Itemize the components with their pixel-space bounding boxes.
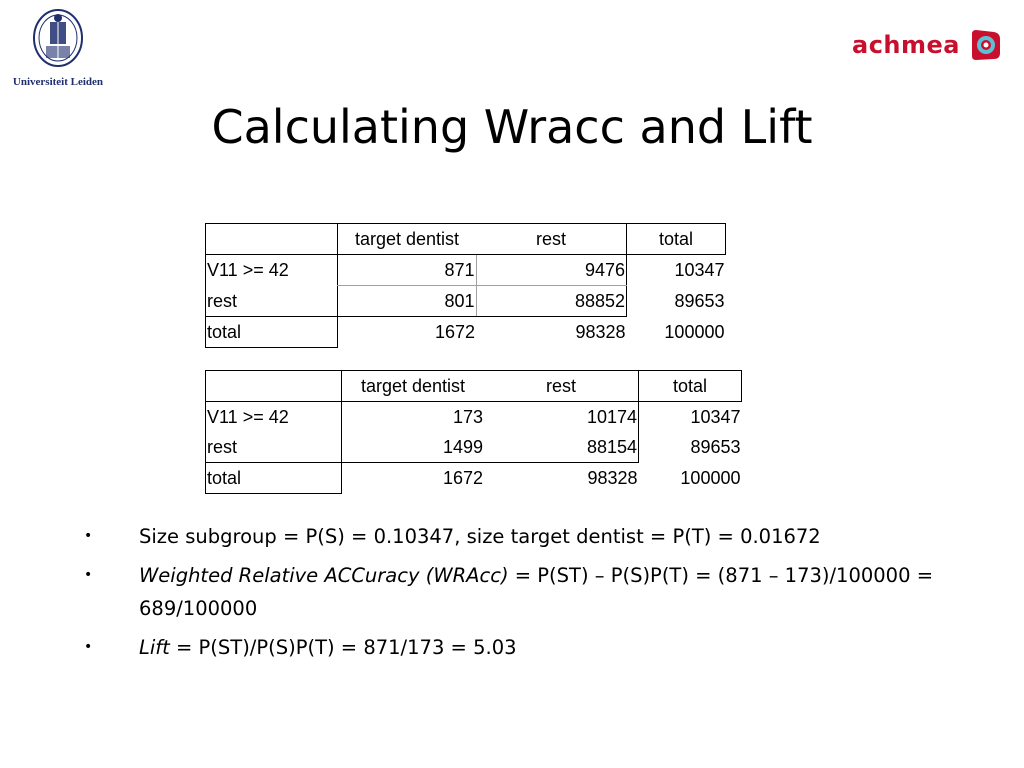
leiden-wordmark: Universiteit Leiden — [12, 76, 104, 88]
table-cell: 173 — [342, 402, 485, 433]
table-cell: 9476 — [476, 255, 627, 286]
table-cell: 88154 — [484, 432, 639, 463]
table-row — [206, 402, 742, 433]
bullet-dot-icon: • — [84, 639, 93, 655]
bullet-list — [84, 520, 944, 670]
contingency-table-2 — [205, 370, 742, 494]
contingency-table-1 — [205, 223, 726, 348]
header-cell: rest — [484, 371, 639, 402]
bullet-lift — [84, 631, 944, 664]
table-row — [206, 286, 726, 317]
bullet-dot-icon: • — [84, 567, 93, 583]
table-header-row — [206, 224, 726, 255]
leiden-logo — [8, 8, 108, 88]
empty-corner-cell — [206, 224, 338, 255]
bullet-wracc — [84, 559, 944, 625]
row-label: total — [206, 463, 342, 494]
table-cell: 1672 — [434, 322, 475, 343]
table-cell: 88852 — [476, 286, 627, 317]
header-cell: target dentist — [338, 224, 477, 255]
table-cell: 89653 — [674, 291, 725, 311]
table-cell: 10347 — [674, 260, 725, 281]
achmea-wordmark: achmea — [852, 31, 960, 59]
bullet-dot-icon: • — [84, 528, 93, 544]
table-cell: 1672 — [442, 468, 483, 489]
row-label: V11 >= 42 — [206, 255, 338, 286]
header-cell: rest — [476, 224, 627, 255]
bullet-size-subgroup — [84, 520, 944, 553]
bullet-text: Size subgroup = P(S) = 0.10347, size target dentist = P(T) = 0.01672 — [139, 525, 821, 548]
table-cell: 89653 — [690, 437, 741, 458]
row-label: rest — [206, 286, 338, 317]
table-cell: 871 — [338, 255, 477, 286]
lift-term: Lift — [139, 636, 170, 659]
table-cell: 801 — [338, 286, 477, 317]
wracc-term: Weighted Relative ACCuracy (WRAcc) — [139, 564, 509, 587]
row-label: V11 >= 42 — [206, 402, 342, 433]
header-cell: target dentist — [342, 371, 485, 402]
slide-title: Calculating Wracc and Lift — [211, 100, 813, 154]
table-cell: 1499 — [342, 432, 485, 463]
table-row — [206, 463, 742, 494]
header-cell: total — [627, 224, 726, 255]
table-header-row — [206, 371, 742, 402]
table-row — [206, 317, 726, 348]
table-cell: 10347 — [690, 407, 741, 427]
table-row — [206, 255, 726, 286]
lift-formula: = P(ST)/P(S)P(T) = 871/173 = 5.03 — [169, 636, 517, 659]
table-cell: 10174 — [484, 402, 639, 433]
table-cell: 100000 — [664, 322, 725, 342]
leiden-seal-icon — [32, 8, 84, 72]
achmea-mark-icon — [968, 28, 1002, 62]
table-cell: 98328 — [587, 468, 638, 489]
header-cell: total — [639, 371, 742, 402]
achmea-logo — [852, 28, 1002, 62]
table-cell: 98328 — [575, 322, 626, 343]
row-label: rest — [206, 432, 342, 463]
table-row — [206, 432, 742, 463]
wracc-formula: = P(ST) – P(S)P(T) = (871 – 173)/100000 = 689/100000 — [139, 564, 934, 620]
row-label: total — [206, 317, 338, 348]
table-cell: 100000 — [680, 468, 741, 488]
empty-corner-cell — [206, 371, 342, 402]
